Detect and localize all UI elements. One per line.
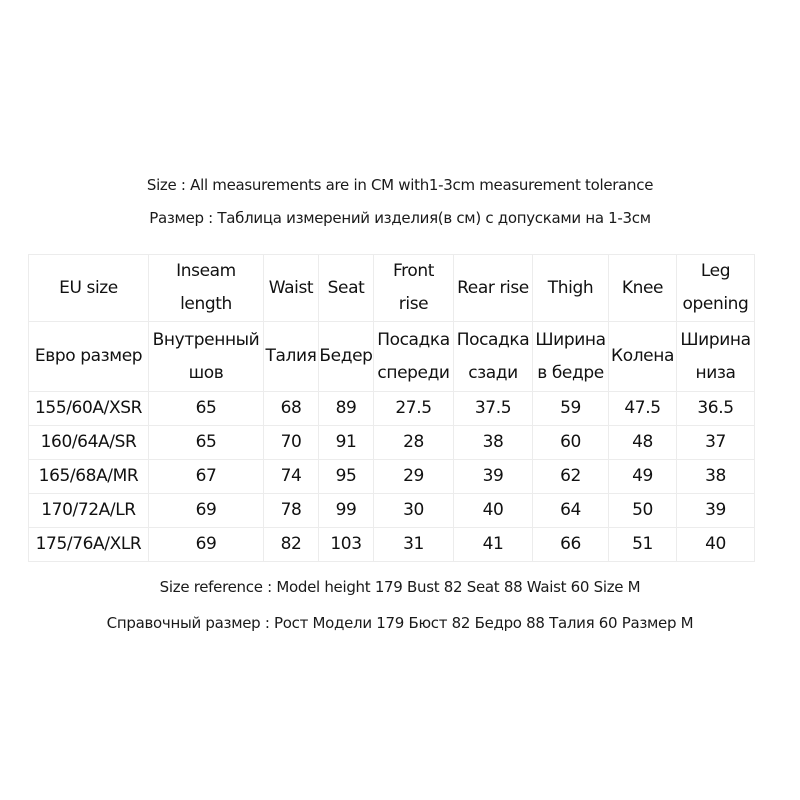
table-cell: Leg opening xyxy=(677,255,755,322)
table-cell: 165/68A/MR xyxy=(29,460,149,494)
table-cell: 170/72A/LR xyxy=(29,494,149,528)
table-cell: 68 xyxy=(264,392,319,426)
table-cell: 62 xyxy=(533,460,609,494)
table-cell: Евро размер xyxy=(29,322,149,392)
table-cell: 65 xyxy=(149,426,264,460)
table-cell: 29 xyxy=(374,460,454,494)
table-cell: 69 xyxy=(149,494,264,528)
table-cell: 65 xyxy=(149,392,264,426)
measurement-note-russian: Размер : Таблица измерений изделия(в см) с допусками на 1-3см xyxy=(149,209,651,227)
table-cell: 38 xyxy=(677,460,755,494)
header-row-english xyxy=(29,255,755,322)
table-cell: 67 xyxy=(149,460,264,494)
table-row xyxy=(29,528,755,562)
table-cell: 78 xyxy=(264,494,319,528)
table-cell: 37 xyxy=(677,426,755,460)
table-cell: Внутренный шов xyxy=(149,322,264,392)
table-cell: Thigh xyxy=(533,255,609,322)
table-cell: Бедер xyxy=(319,322,374,392)
measurement-note-english: Size : All measurements are in CM with1-3cm measurement tolerance xyxy=(146,176,654,194)
table-cell: 60 xyxy=(533,426,609,460)
table-cell: EU size xyxy=(29,255,149,322)
table-row xyxy=(29,426,755,460)
table-cell: Knee xyxy=(609,255,677,322)
table-cell: 74 xyxy=(264,460,319,494)
table-cell: 31 xyxy=(374,528,454,562)
table-cell: 50 xyxy=(609,494,677,528)
table-cell: Талия xyxy=(264,322,319,392)
table-cell: Inseam length xyxy=(149,255,264,322)
table-cell: Front rise xyxy=(374,255,454,322)
table-cell: 30 xyxy=(374,494,454,528)
table-cell: 39 xyxy=(454,460,533,494)
table-cell: 38 xyxy=(454,426,533,460)
table-cell: Посадка спереди xyxy=(374,322,454,392)
table-cell: 175/76A/XLR xyxy=(29,528,149,562)
size-reference-english: Size reference : Model height 179 Bust 82 Seat 88 Waist 60 Size M xyxy=(159,578,641,596)
table-cell: 37.5 xyxy=(454,392,533,426)
table-cell: 64 xyxy=(533,494,609,528)
table-cell: Seat xyxy=(319,255,374,322)
table-row xyxy=(29,392,755,426)
table-row xyxy=(29,460,755,494)
table-cell: 36.5 xyxy=(677,392,755,426)
table-cell: 51 xyxy=(609,528,677,562)
table-cell: 95 xyxy=(319,460,374,494)
table-cell: 40 xyxy=(454,494,533,528)
table-row xyxy=(29,494,755,528)
table-cell: 70 xyxy=(264,426,319,460)
header-row-russian xyxy=(29,322,755,392)
table-cell: 47.5 xyxy=(609,392,677,426)
table-cell: Ширина в бедре xyxy=(533,322,609,392)
table-cell: 103 xyxy=(319,528,374,562)
table-cell: Ширина низа xyxy=(677,322,755,392)
table-cell: 99 xyxy=(319,494,374,528)
table-cell: 160/64A/SR xyxy=(29,426,149,460)
table-cell: 89 xyxy=(319,392,374,426)
table-cell: 49 xyxy=(609,460,677,494)
table-cell: 91 xyxy=(319,426,374,460)
table-cell: 41 xyxy=(454,528,533,562)
table-cell: 28 xyxy=(374,426,454,460)
size-reference-russian: Справочный размер : Рост Модели 179 Бюст 82 Бедро 88 Талия 60 Размер M xyxy=(106,614,694,632)
table-cell: 69 xyxy=(149,528,264,562)
table-cell: 27.5 xyxy=(374,392,454,426)
table-cell: 48 xyxy=(609,426,677,460)
table-cell: 39 xyxy=(677,494,755,528)
table-cell: 66 xyxy=(533,528,609,562)
table-cell: 155/60A/XSR xyxy=(29,392,149,426)
table-cell: Посадка сзади xyxy=(454,322,533,392)
table-cell: Колена xyxy=(609,322,677,392)
table-cell: Rear rise xyxy=(454,255,533,322)
size-chart-table xyxy=(28,254,755,562)
table-cell: 59 xyxy=(533,392,609,426)
table-cell: 40 xyxy=(677,528,755,562)
table-cell: Waist xyxy=(264,255,319,322)
table-cell: 82 xyxy=(264,528,319,562)
